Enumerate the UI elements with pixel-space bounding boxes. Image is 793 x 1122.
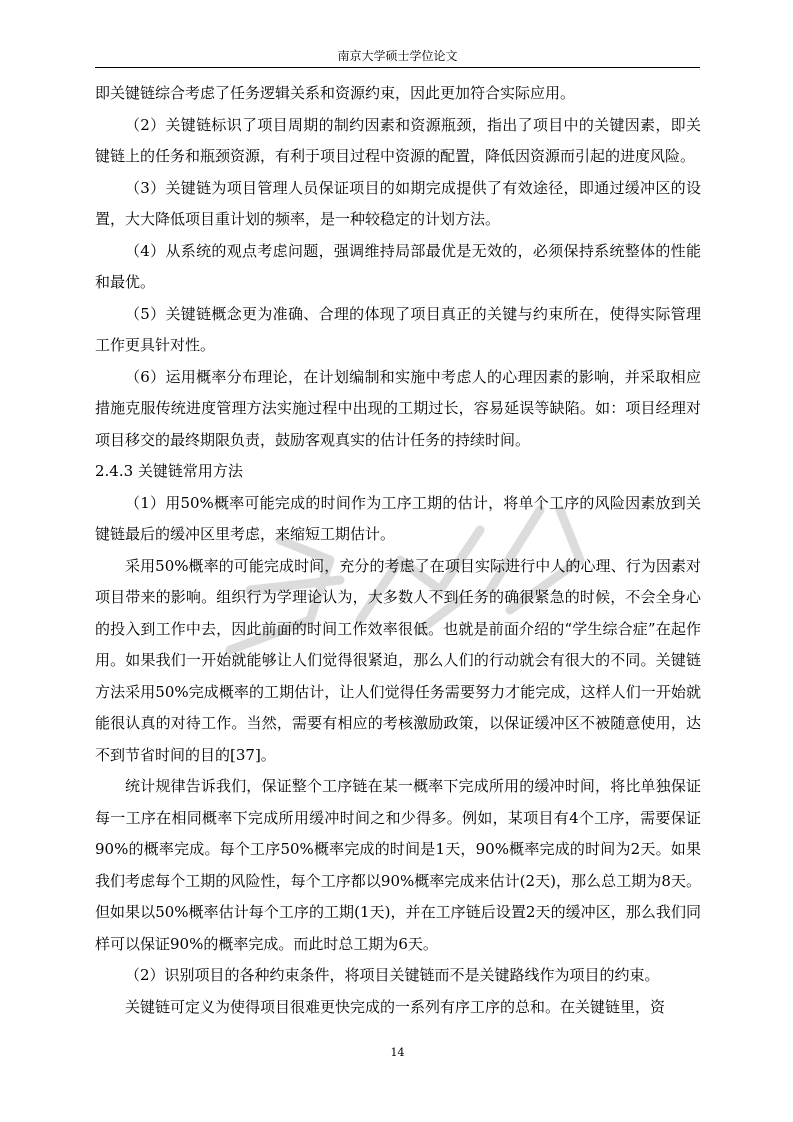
paragraph: 采用50%概率的可能完成时间，充分的考虑了在项目实际进行中人的心理、行为因素对项目带来的影响。组织行为学理论认为，大多数人不到任务的确很紧急的时候，不会全身心的投入到工作中去，因此前面的时间工作效率很低。也就是前面介绍的“学生综合症”在起作用。如果我们一开始就能够让人们觉得很紧迫，那么人们的行动就会有很大的不同。关键链方法采用50%完成概率的工期估计，让人们觉得任务需要努力才能完成，这样人们一开始就能很认真的对待工作。当然，需要有相应的考核激励政策，以保证缓冲区不被随意使用，达不到节省时间的目的[37]。 <box>95 556 701 764</box>
paragraph: （4）从系统的观点考虑问题，强调维持局部最优是无效的，必须保持系统整体的性能和最优。 <box>95 241 701 291</box>
paragraph: （5）关键链概念更为准确、合理的体现了项目真正的关键与约束所在，使得实际管理工作更具针对性。 <box>95 304 701 354</box>
paragraph: （6）运用概率分布理论，在计划编制和实施中考虑人的心理因素的影响，并采取相应措施克服传统进度管理方法实施过程中出现的工期过长，容易延误等缺陷。如：项目经理对项目移交的最终期限负责，鼓励客观真实的估计任务的持续时间。 <box>95 367 701 449</box>
header-title: 南京大学硕士学位论文 <box>337 49 458 63</box>
page-footer <box>95 1045 700 1061</box>
paragraph: 关键链可定义为使得项目很难更快完成的一系列有序工序的总和。在关键链里，资 <box>125 997 666 1016</box>
page-number: 14 <box>390 1046 405 1059</box>
paragraph: （2）关键链标识了项目周期的制约因素和资源瓶颈，指出了项目中的关键因素，即关键链上的任务和瓶颈资源，有利于项目过程中资源的配置，降低因资源而引起的进度风险。 <box>95 115 701 165</box>
paragraph: 统计规律告诉我们，保证整个工序链在某一概率下完成所用的缓冲时间，将比单独保证每一工序在相同概率下完成所用缓冲时间之和少得多。例如，某项目有4个工序，需要保证90%的概率完成。每个工序50%概率完成的时间是1天，90%概率完成的时间为2天。如果我们考虑每个工期的风险性，每个工序都以90%概率完成来估计(2天)，那么总工期为8天。但如果以50%概率估计每个工序的工期(1天)，并在工序链后设置2天的缓冲区，那么我们同样可以保证90%的概率完成。而此时总工期为6天。 <box>95 777 701 953</box>
paragraph: （1）用50%概率可能完成的时间作为工序工期的估计，将单个工序的风险因素放到关键链最后的缓冲区里考虑，来缩短工期估计。 <box>95 493 701 543</box>
paragraph: 即关键链综合考虑了任务逻辑关系和资源约束，因此更加符合实际应用。 <box>95 84 576 102</box>
paragraph: （2）识别项目的各种约束条件，将项目关键链而不是关键路线作为项目的约束。 <box>125 966 660 984</box>
paragraph: （3）关键链为项目管理人员保证项目的如期完成提供了有效途径，即通过缓冲区的设置，大大降低项目重计划的频率，是一种较稳定的计划方法。 <box>95 178 701 228</box>
header-rule <box>95 67 700 68</box>
page-header <box>95 46 700 66</box>
section-heading: 2.4.3 关键链常用方法 <box>95 462 243 480</box>
body-text <box>95 78 701 1023</box>
